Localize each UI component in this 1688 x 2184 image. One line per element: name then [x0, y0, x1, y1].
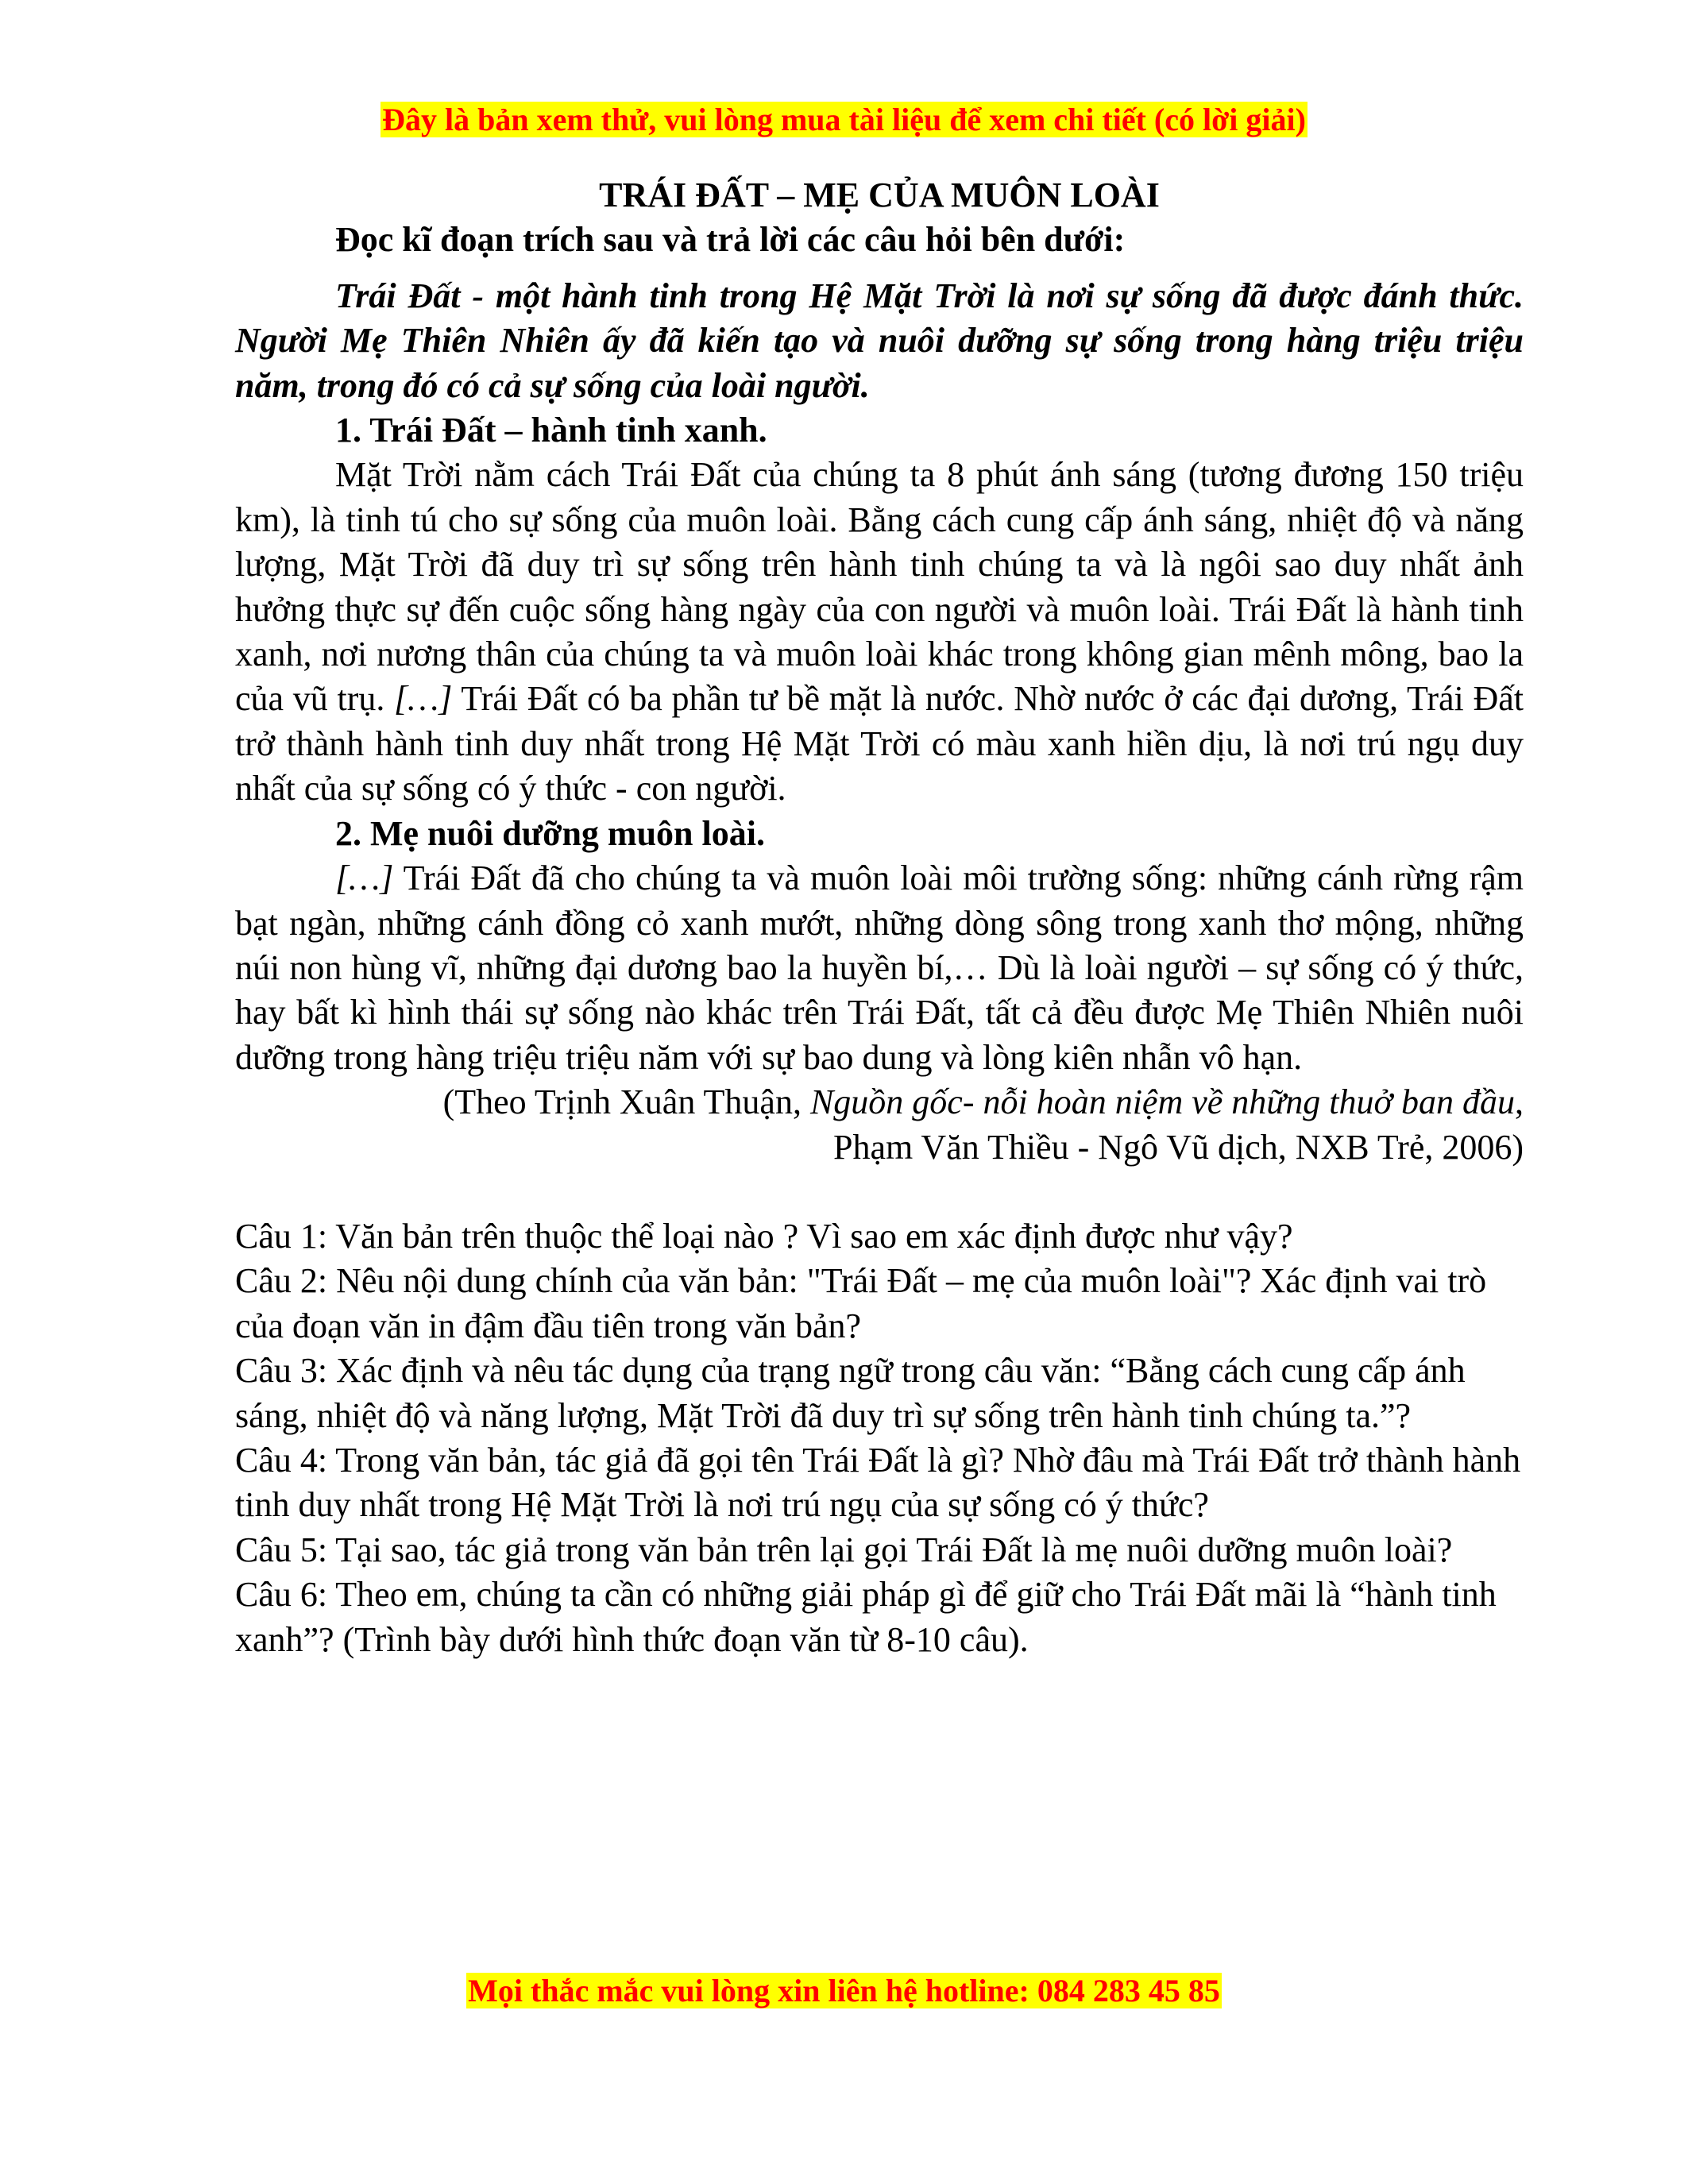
question-item: Câu 5: Tại sao, tác giả trong văn bản trên lại gọi Trái Đất là mẹ nuôi dưỡng muôn loài? [235, 1530, 1453, 1569]
document-title: TRÁI ĐẤT – MẸ CỦA MUÔN LOÀI [599, 176, 1160, 214]
preview-notice [0, 101, 1688, 139]
section-2-text: Trái Đất đã cho chúng ta và muôn loài môi trường sống: những cánh rừng rậm bạt ngàn, những cánh đồng cỏ xanh mướt, những dòng sông trong xanh thơ mộng, những núi non hùng vĩ, những đại dương bao la huyền bí,… Dù là loài người – sự sống có ý thức, hay bất kì hình thái sự sống nào khác trên Trái Đất, tất cả đều được Mẹ Thiên Nhiên nuôi dưỡng trong hàng triệu triệu năm với sự bao dung và lòng kiên nhẫn vô hạn. [235, 859, 1524, 1077]
lead-paragraph: Trái Đất - một hành tinh trong Hệ Mặt Trời là nơi sự sống đã được đánh thức. Người Mẹ Thiên Nhiên ấy đã kiến tạo và nuôi dưỡng sự sống trong hàng triệu triệu năm, trong đó có cả sự sống của loài người. [235, 276, 1524, 405]
section-1-text-a: Mặt Trời nằm cách Trái Đất của chúng ta 8 phút ánh sáng (tương đương 150 triệu km), là tinh tú cho sự sống của muôn loài. Bằng cách cung cấp ánh sáng, nhiệt độ và năng lượng, Mặt Trời đã duy trì sự sống trên hành tinh chúng ta và là ngôi sao duy nhất ảnh hưởng thực sự đến cuộc sống hàng ngày của con người và muôn loài. Trái Đất là hành tinh xanh, nơi nương thân của chúng ta và muôn loài khác trong không gian mênh mông, bao la của vũ trụ. [235, 455, 1524, 719]
section-2-ellipsis: […] [335, 859, 394, 898]
question-item: Câu 4: Trong văn bản, tác giả đã gọi tên Trái Đất là gì? Nhờ đâu mà Trái Đất trở thành hành tinh duy nhất trong Hệ Mặt Trời là nơi trú ngụ của sự sống có ý thức? [235, 1440, 1521, 1525]
question-item: Câu 6: Theo em, chúng ta cần có những giải pháp gì để giữ cho Trái Đất mãi là “hành tinh xanh”? (Trình bày dưới hình thức đoạn văn từ 8-10 câu). [235, 1575, 1497, 1659]
question-item: Câu 3: Xác định và nêu tác dụng của trạng ngữ trong câu văn: “Bằng cách cung cấp ánh sáng, nhiệt độ và năng lượng, Mặt Trời đã duy trì sự sống trên hành tinh chúng ta.”? [235, 1351, 1466, 1435]
section-2-paragraph [235, 856, 1524, 1080]
section-2-heading: 2. Mẹ nuôi dưỡng muôn loài. [335, 813, 765, 853]
reading-instruction: Đọc kĩ đoạn trích sau và trả lời các câu hỏi bên dưới: [335, 220, 1126, 260]
source-prefix: (Theo Trịnh Xuân Thuận, [442, 1082, 810, 1122]
hotline-notice-text: Mọi thắc mắc vui lòng xin liên hệ hotline: 084 283 45 85 [468, 1973, 1220, 2008]
section-1-heading: 1. Trái Đất – hành tinh xanh. [335, 411, 767, 450]
section-1-paragraph [235, 453, 1524, 811]
source-suffix: , [1515, 1082, 1524, 1122]
source-book-title: Nguồn gốc- nỗi hoàn niệm về những thuở ban đầu [809, 1082, 1515, 1122]
question-item: Câu 2: Nêu nội dung chính của văn bản: "Trái Đất – mẹ của muôn loài"? Xác định vai trò của đoạn văn in đậm đầu tiên trong văn bản? [235, 1261, 1487, 1345]
question-list [235, 1214, 1524, 1662]
source-translators: Phạm Văn Thiều - Ngô Vũ dịch, NXB Trẻ, 2006) [833, 1127, 1524, 1167]
hotline-notice [0, 1972, 1688, 2010]
source-citation [235, 1080, 1524, 1125]
preview-notice-text: Đây là bản xem thử, vui lòng mua tài liệu để xem chi tiết (có lời giải) [382, 102, 1306, 137]
document-body [235, 173, 1524, 1662]
section-1-ellipsis: […] [394, 679, 453, 719]
question-item: Câu 1: Văn bản trên thuộc thể loại nào ? Vì sao em xác định được như vậy? [235, 1216, 1293, 1256]
section-1-text-b: Trái Đất có ba phần tư bề mặt là nước. Nhờ nước ở các đại dương, Trái Đất trở thành hành tinh duy nhất trong Hệ Mặt Trời có màu xanh hiền dịu, là nơi trú ngụ duy nhất của sự sống có ý thức - con người. [235, 679, 1524, 808]
